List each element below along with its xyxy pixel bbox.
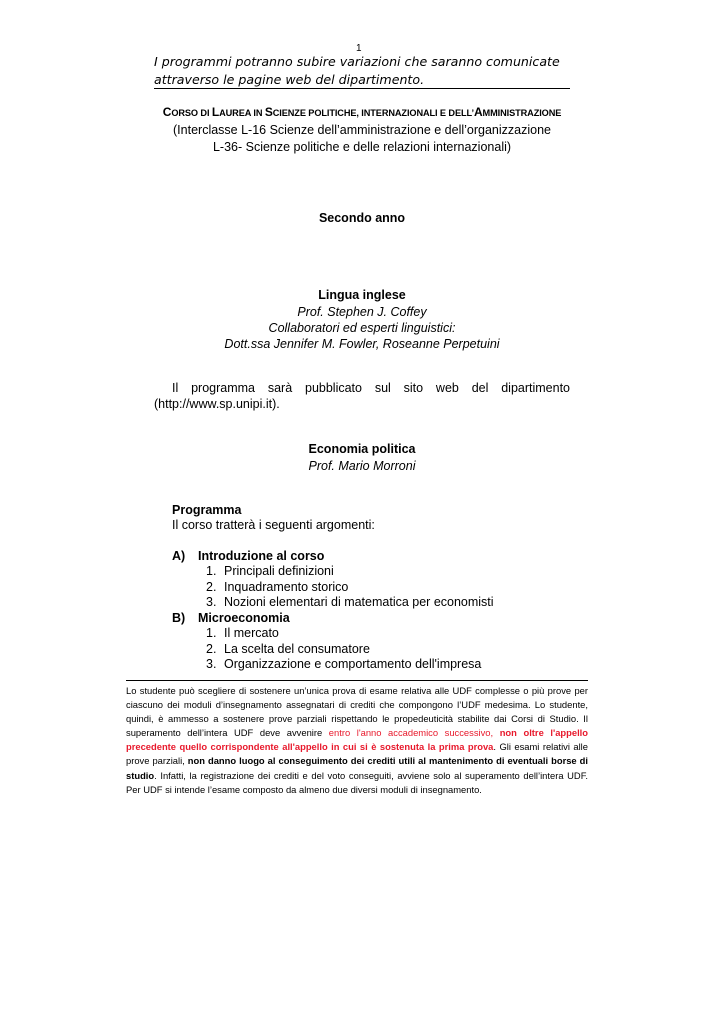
interclass-line-2: L-36- Scienze politiche e delle relazioni internazionali) xyxy=(212,140,512,154)
list-item: 1. Principali definizioni xyxy=(206,564,334,578)
footnote-divider xyxy=(126,680,588,681)
footnote-text: Lo studente può scegliere di sostenere un’unica prova di esame relativa alle UDF complesse o più prove per ciascuno dei moduli d’insegnamento assegnatari di crediti che compongono l’UDF medesima. Lo studente, quindi, è ammesso a sostenere prove parziali rispettando le propedeuticità stabilite dai Corsi di Studio. Il superamento dell’intera UDF deve avvenire xyxy=(126,685,588,739)
program-note-line-2: (http://www.sp.unipi.it). xyxy=(154,397,280,411)
section-letter: B) xyxy=(172,611,186,625)
list-item: 2. Inquadramento storico xyxy=(206,580,349,594)
title-part: ORSO DI xyxy=(171,108,212,118)
title-part: AUREA IN xyxy=(219,108,265,118)
list-item: 3. Nozioni elementari di matematica per economisti xyxy=(206,595,494,609)
economics-heading: Economia politica xyxy=(308,442,416,456)
year-heading: Secondo anno xyxy=(318,211,406,225)
collaborators-names: Dott.ssa Jennifer M. Fowler, Roseanne Perpetuini xyxy=(224,337,500,351)
footnote-highlight-bold: non oltre l'appello precedente quello corrispondente all'appello in cui si è sostenuta la prima prova xyxy=(126,727,589,753)
english-heading: Lingua inglese xyxy=(318,288,406,302)
title-part: C xyxy=(162,105,172,119)
list-item: 1. Il mercato xyxy=(206,626,279,640)
collaborators-label: Collaboratori ed esperti linguistici: xyxy=(268,321,456,335)
page-number: 1 xyxy=(356,43,362,54)
program-note-line-1: Il programma sarà pubblicato sul sito web del dipartimento xyxy=(172,381,570,395)
list-item: 2. La scelta del consumatore xyxy=(206,642,370,656)
course-title-block xyxy=(154,104,570,156)
section-title: Microeconomia xyxy=(198,611,290,625)
english-professor: Prof. Stephen J. Coffey xyxy=(297,305,427,319)
title-part: CIENZE POLITICHE, INTERNAZIONALI E DELL’ xyxy=(272,108,474,118)
footnote-text: . Gli esami relativi alle prove parziali, xyxy=(126,741,588,767)
footnote xyxy=(126,684,588,797)
title-part: L xyxy=(211,105,220,119)
section-a-heading xyxy=(172,549,324,563)
title-part: MMINISTRAZIONE xyxy=(482,108,562,118)
section-title: Introduzione al corso xyxy=(198,549,325,563)
list-item: 3. Organizzazione e comportamento dell'impresa xyxy=(206,657,482,671)
section-letter: A) xyxy=(172,549,186,563)
title-part: A xyxy=(473,105,483,119)
header-divider xyxy=(154,88,570,89)
program-label: Programma xyxy=(172,503,242,517)
header-note: I programmi potranno subire variazioni che saranno comunicate attraverso le pagine web del dipartimento. xyxy=(154,54,560,87)
interclass-line-1: (Interclasse L-16 Scienze dell’amministrazione e dell’organizzazione xyxy=(173,123,551,137)
course-title xyxy=(154,104,570,122)
section-b-heading xyxy=(172,611,290,625)
footnote-highlight: entro l'anno accademico successivo, xyxy=(328,727,500,739)
title-part: S xyxy=(264,105,273,119)
footnote-text: . Infatti, la registrazione dei crediti e del voto conseguiti, avviene solo al superamento dell’intera UDF. Per UDF si intende l’esame composto da almeno due diversi moduli di insegnamento. xyxy=(126,769,588,795)
economics-professor: Prof. Mario Morroni xyxy=(308,459,416,473)
program-intro: Il corso tratterà i seguenti argomenti: xyxy=(172,518,375,532)
program-note xyxy=(154,380,570,412)
footnote-bold: non danno luogo al conseguimento dei crediti utili al mantenimento di eventuali borse di studio xyxy=(126,755,588,781)
